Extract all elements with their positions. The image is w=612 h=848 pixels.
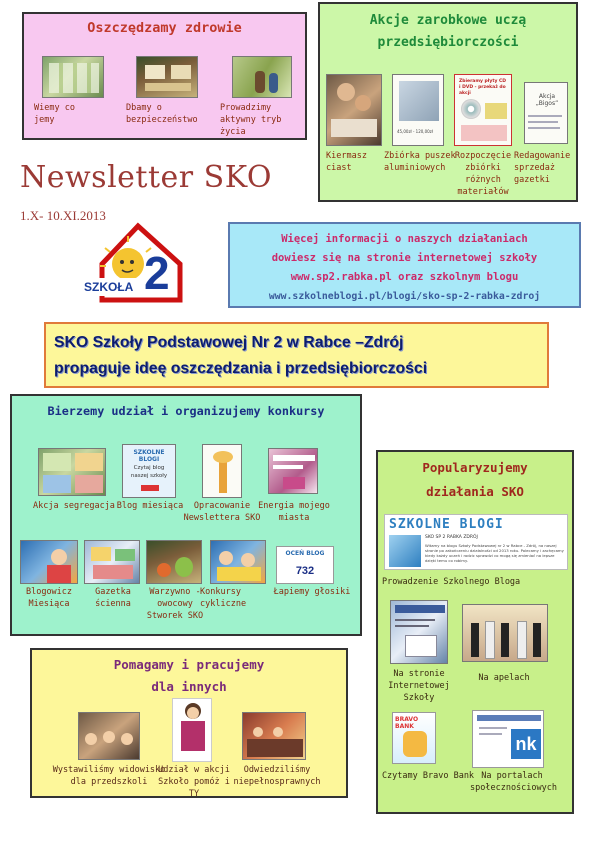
info-line-1: Więcej informacji o naszych działaniach bbox=[281, 233, 528, 245]
contests-caption-9: Łapiemy głosiki bbox=[273, 587, 351, 597]
help-campaign-photo bbox=[172, 698, 212, 762]
contests-caption-6: Gazetka ścienna bbox=[95, 587, 131, 609]
energy-city-poster bbox=[268, 448, 318, 494]
popular-caption-2: Na apelach bbox=[478, 673, 530, 683]
bravo-bank-label: BRAVO BANK bbox=[395, 716, 419, 730]
popular-caption-1: Na stronie Internetowej Szkoły bbox=[388, 669, 450, 703]
cyclic-contests-photo bbox=[210, 540, 266, 584]
popular-caption-3: Czytamy Bravo Bank bbox=[381, 771, 475, 781]
safety-photo bbox=[136, 56, 198, 98]
helping-box-title: Pomagamy i pracujemy dla innych bbox=[113, 657, 265, 694]
bigos-flyer bbox=[524, 82, 568, 144]
earning-caption-2: Zbiórka puszek aluminiowych bbox=[384, 151, 456, 173]
info-text bbox=[230, 230, 579, 306]
newsletter-date: 1.X- 10.XI.2013 bbox=[20, 208, 106, 223]
school-logo-number: 2 bbox=[144, 247, 170, 299]
newsletter-cover bbox=[202, 444, 242, 498]
assemblies-photo bbox=[462, 604, 548, 662]
contests-box-title: Bierzemy udział i organizujemy konkursy bbox=[47, 404, 325, 418]
active-lifestyle-photo bbox=[232, 56, 292, 98]
health-caption-3: Prowadzimy aktywny tryb życia bbox=[220, 103, 282, 137]
blog-screenshot-subtitle: SKO SP 2 RABKA ZDRÓJ bbox=[425, 535, 478, 540]
materials-flyer-text: Zbieramy płyty CD i DVD - przekaż do akcji bbox=[459, 79, 507, 96]
contests-caption-7: Warzywno - owocowy Stworek SKO bbox=[146, 587, 204, 621]
school-logo bbox=[80, 222, 190, 304]
bake-sale-photo bbox=[326, 74, 382, 146]
blog-link[interactable]: www.szkolneblogi.pl/blogi/sko-sp-2-rabka-zdroj bbox=[268, 291, 541, 302]
popular-box-title: Popularyzujemy działania SKO bbox=[422, 460, 528, 499]
can-flyer-text: 45,00zł - 120,00zł bbox=[397, 129, 433, 134]
blog-screenshot-header: SZKOLNE BLOGI bbox=[389, 517, 504, 532]
nk-portal-screenshot bbox=[472, 710, 544, 768]
school-blog-screenshot bbox=[384, 514, 568, 570]
banner-box bbox=[44, 322, 549, 388]
info-box bbox=[228, 222, 581, 308]
popular-caption-4: Na portalach społecznościowych bbox=[470, 771, 557, 793]
banner-line-2: propaguje ideę oszczędzania i przedsiębiorczości bbox=[54, 360, 428, 377]
banner-text bbox=[54, 330, 427, 382]
health-caption-1: Wiemy co jemy bbox=[34, 103, 75, 125]
contests-caption-3: Opracowanie Newslettera SKO bbox=[183, 501, 261, 523]
health-caption-2: Dbamy o bezpieczeństwo bbox=[126, 103, 198, 125]
earning-caption-4: Redagowanie sprzedaż gazetki bbox=[514, 151, 571, 185]
earning-caption-3: Rozpoczęcie zbiórki różnych materiałów bbox=[454, 151, 512, 197]
contests-caption-4: Energia mojego miasta bbox=[258, 501, 330, 523]
earning-caption-1: Kiermasz ciast bbox=[326, 151, 367, 173]
blogger-photo bbox=[20, 540, 78, 584]
helping-caption-1: Wystawiliśmy widowisko dla przedszkoli bbox=[52, 765, 166, 787]
show-photo bbox=[78, 712, 140, 760]
blog-screenshot-body: Witamy na blogu Szkoły Podstawowej nr 2 w Rabce - Zdrój, na naszej stronie po zakończeniu działalności od 2013 roku. Polecamy i zachęcamy kiedy każdy uczeń i rodzic sprawdzi co mogą się zmieniać na lepsze dzięki temu co robimy. bbox=[425, 543, 564, 563]
banner-line-1: SKO Szkoły Podstawowej Nr 2 w Rabce –Zdrój bbox=[54, 334, 404, 351]
segregation-photo bbox=[38, 448, 106, 496]
helping-box bbox=[30, 648, 348, 798]
can-collection-flyer bbox=[392, 74, 444, 146]
blog-badge-line-1: Czytaj blog bbox=[133, 465, 165, 471]
blog-badge-line-2: naszej szkoły bbox=[130, 473, 168, 479]
health-box bbox=[22, 12, 307, 140]
materials-collection-flyer bbox=[454, 74, 512, 146]
school-logo-text: SZKOŁA bbox=[84, 280, 134, 294]
contests-caption-5: Blogowicz Miesiąca bbox=[25, 587, 73, 609]
popular-box bbox=[376, 450, 574, 814]
contests-caption-1: Akcja segregacja bbox=[33, 501, 115, 511]
helping-caption-2: Udział w akcji Szkoło pomóż i TY bbox=[158, 765, 230, 799]
helping-caption-3: Odwiedziliśmy niepełnosprawnych bbox=[233, 765, 321, 787]
info-line-2: dowiesz się na stronie internetowej szkoły bbox=[271, 252, 538, 264]
health-box-title: Oszczędzamy zdrowie bbox=[87, 20, 242, 36]
popular-blog-caption: Prowadzenie Szkolnego Bloga bbox=[382, 577, 521, 587]
visit-photo bbox=[242, 712, 306, 760]
earning-box-title: Akcje zarobkowe uczą przedsiębiorczości bbox=[369, 13, 527, 50]
vote-counter-value: 732 bbox=[295, 565, 315, 577]
school-website-screenshot bbox=[390, 600, 448, 664]
contests-box bbox=[10, 394, 362, 636]
blog-of-month-badge bbox=[122, 444, 176, 498]
contests-caption-2: Blog miesiąca bbox=[116, 501, 184, 511]
newsletter-title: Newsletter SKO bbox=[20, 160, 272, 195]
wall-newspaper-photo bbox=[84, 540, 140, 584]
website-link[interactable]: www.sp2.rabka.pl oraz szkolnym blogu bbox=[290, 271, 519, 283]
earning-box bbox=[318, 2, 578, 202]
bravo-bank-magazine bbox=[392, 712, 436, 764]
nk-logo: nk bbox=[511, 729, 541, 759]
bigos-flyer-text: Akcja „Bigos” bbox=[535, 93, 559, 107]
vote-counter bbox=[276, 546, 334, 584]
blog-badge-brand: SZKOLNE BLOGI bbox=[133, 449, 165, 463]
vote-counter-label: OCEŃ BLOG bbox=[285, 550, 325, 557]
vegetable-creature-photo bbox=[146, 540, 202, 584]
contests-caption-8: Konkursy cykliczne bbox=[200, 587, 247, 609]
healthy-food-photo bbox=[42, 56, 104, 98]
